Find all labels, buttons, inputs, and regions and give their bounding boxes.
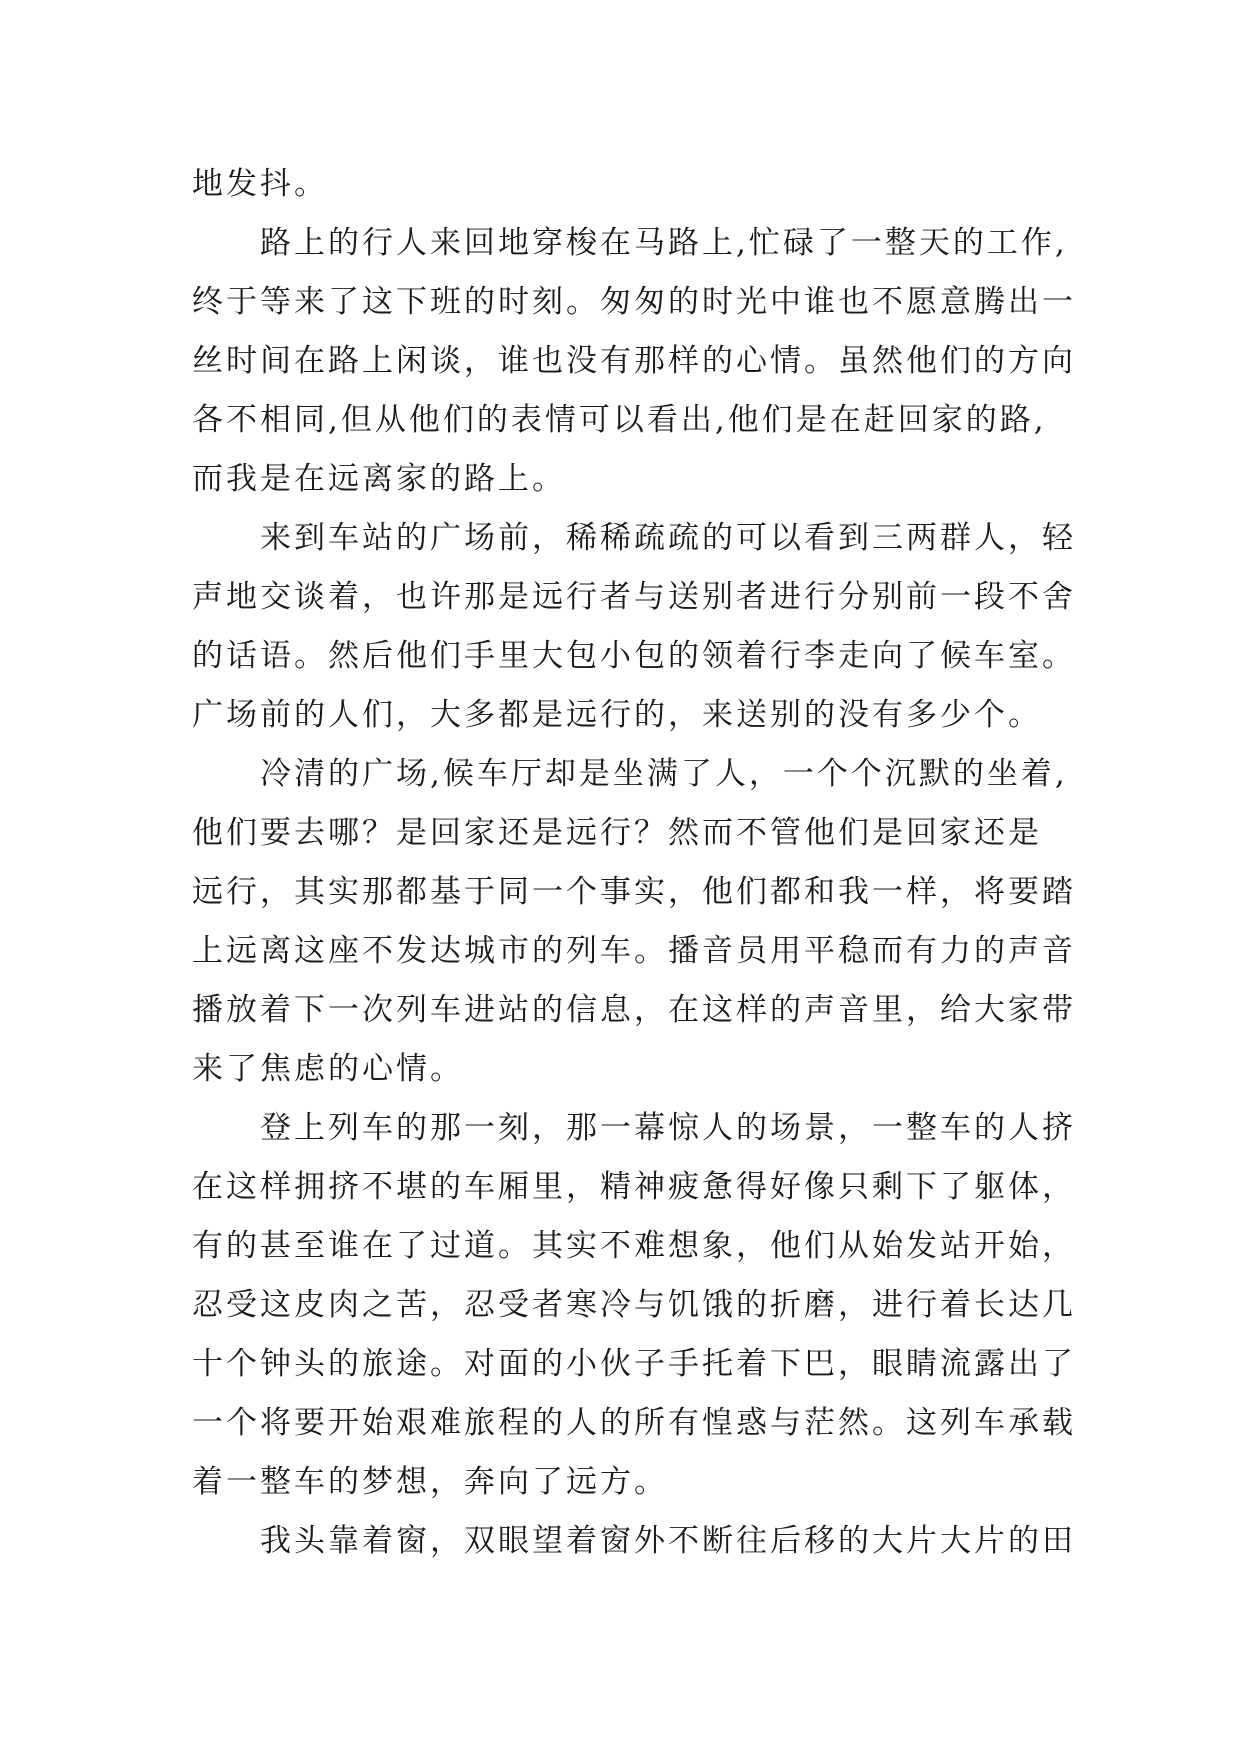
text-line: 来了焦虑的心情。 — [192, 1051, 464, 1087]
text-line: 地发抖。 — [192, 166, 328, 202]
paragraph-first-line: 冷清的广场,候车厅却是坐满了人，一个个沉默的坐着, — [260, 756, 1068, 792]
text-line: 忍受这皮肉之苦，忍受者寒冷与饥饿的折磨，进行着长达几 — [192, 1287, 1076, 1323]
text-line: 声地交谈着，也许那是远行者与送别者进行分别前一段不舍 — [192, 579, 1076, 615]
text-line: 广场前的人们，大多都是远行的，来送别的没有多少个。 — [192, 697, 1042, 733]
text-line: 终于等来了这下班的时刻。匆匆的时光中谁也不愿意腾出一 — [192, 284, 1076, 320]
text-line: 在这样拥挤不堪的车厢里，精神疲惫得好像只剩下了躯体， — [192, 1169, 1076, 1205]
text-line: 远行，其实那都基于同一个事实，他们都和我一样，将要踏 — [192, 874, 1076, 910]
paragraph-first-line: 路上的行人来回地穿梭在马路上,忙碌了一整天的工作, — [260, 225, 1068, 261]
text-line: 着一整车的梦想，奔向了远方。 — [192, 1464, 668, 1500]
text-line: 各不相同,但从他们的表情可以看出,他们是在赶回家的路, — [192, 402, 1047, 438]
text-line: 的话语。然后他们手里大包小包的领着行李走向了候车室。 — [192, 638, 1076, 674]
text-line: 一个将要开始艰难旅程的人的所有惶惑与茫然。这列车承载 — [192, 1405, 1076, 1441]
text-line: 上远离这座不发达城市的列车。播音员用平稳而有力的声音 — [192, 933, 1076, 969]
text-line: 有的甚至谁在了过道。其实不难想象，他们从始发站开始， — [192, 1228, 1076, 1264]
paragraph-first-line: 登上列车的那一刻，那一幕惊人的场景，一整车的人挤 — [260, 1110, 1076, 1146]
text-line: 十个钟头的旅途。对面的小伙子手托着下巴，眼睛流露出了 — [192, 1346, 1076, 1382]
text-line: 播放着下一次列车进站的信息，在这样的声音里，给大家带 — [192, 992, 1076, 1028]
text-line: 丝时间在路上闲谈，谁也没有那样的心情。虽然他们的方向 — [192, 343, 1076, 379]
text-line: 而我是在远离家的路上。 — [192, 461, 566, 497]
text-line: 他们要去哪？是回家还是远行？然而不管他们是回家还是 — [192, 815, 1042, 851]
paragraph-first-line: 我头靠着窗，双眼望着窗外不断往后移的大片大片的田 — [260, 1523, 1076, 1559]
paragraph-first-line: 来到车站的广场前，稀稀疏疏的可以看到三两群人，轻 — [260, 520, 1076, 556]
body-text — [192, 155, 1092, 1571]
